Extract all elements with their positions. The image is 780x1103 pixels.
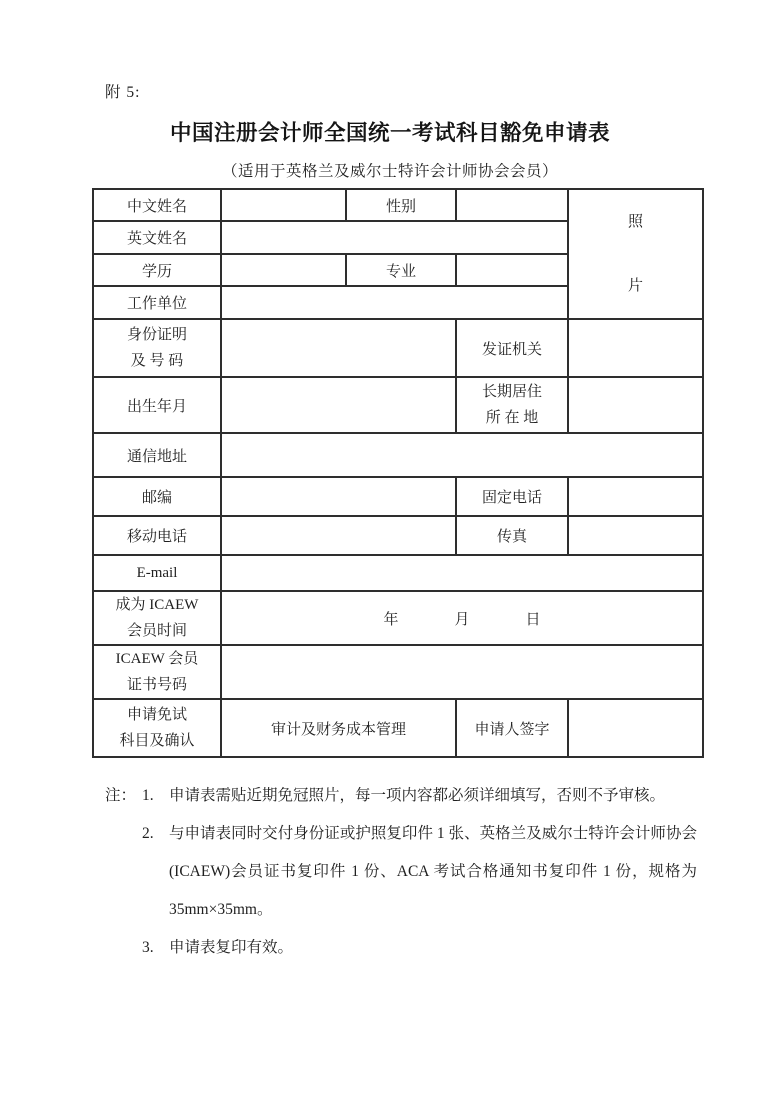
field-label-residence bbox=[456, 377, 568, 433]
field-label-exemption-line1: 申请免试 bbox=[126, 707, 187, 723]
note-item-3 bbox=[142, 929, 697, 967]
notes-section bbox=[105, 777, 697, 967]
note-2-text: 与申请表同时交付身份证或护照复印件 1 张、英格兰及威尔士特许会计师协会(ICAEW)会员证书复印件 1 份、ACA 考试合格通知书复印件 1 份，规格为 35mm×35mm。 bbox=[169, 825, 697, 918]
field-label-issuing-authority: 发证机关 bbox=[456, 319, 568, 377]
note-1-text: 申请表需贴近期免冠照片，每一项内容都必须详细填写，否则不予审核。 bbox=[169, 787, 666, 804]
field-label-residence-line1: 长期居住 bbox=[481, 384, 542, 400]
field-label-icaew-certificate-line2: 证书号码 bbox=[126, 677, 187, 693]
input-cell-fax bbox=[568, 516, 703, 555]
input-cell-employer bbox=[221, 286, 568, 319]
input-cell-gender bbox=[456, 189, 568, 221]
field-label-exemption bbox=[93, 699, 221, 757]
input-cell-issuing-authority bbox=[568, 319, 703, 377]
note-3-number: 3. bbox=[142, 939, 154, 956]
input-cell-member-since-date bbox=[221, 591, 703, 645]
field-label-employer: 工作单位 bbox=[93, 286, 221, 319]
field-label-exemption-line2: 科目及确认 bbox=[119, 733, 195, 749]
field-label-birth-date: 出生年月 bbox=[93, 377, 221, 433]
page-title: 中国注册会计师全国统一考试科目豁免申请表 bbox=[169, 121, 610, 145]
field-label-applicant-signature: 申请人签字 bbox=[456, 699, 568, 757]
input-cell-chinese-name bbox=[221, 189, 346, 221]
input-cell-birth-date bbox=[221, 377, 456, 433]
input-cell-mobile-phone bbox=[221, 516, 456, 555]
note-3-text: 申请表复印有效。 bbox=[169, 939, 294, 956]
photo-box bbox=[568, 189, 703, 319]
page-subtitle: （适用于英格兰及威尔士特许会计师协会会员） bbox=[221, 163, 558, 180]
attachment-label: 附 5: bbox=[105, 84, 141, 101]
field-label-mailing-address: 通信地址 bbox=[93, 433, 221, 477]
field-label-major: 专业 bbox=[346, 254, 456, 286]
application-form-table bbox=[92, 188, 704, 758]
field-label-education: 学历 bbox=[93, 254, 221, 286]
input-cell-mailing-address bbox=[221, 433, 703, 477]
field-label-postal-code: 邮编 bbox=[93, 477, 221, 516]
input-cell-postal-code bbox=[221, 477, 456, 516]
input-cell-english-name bbox=[221, 221, 568, 254]
field-label-icaew-certificate-line1: ICAEW 会员 bbox=[115, 651, 199, 667]
exemption-subject-cell: 审计及财务成本管理 bbox=[221, 699, 456, 757]
field-label-email: E-mail bbox=[93, 555, 221, 591]
note-2-number: 2. bbox=[142, 825, 154, 842]
photo-label-line1: 照 bbox=[627, 214, 643, 230]
field-label-id-type-line2: 及 号 码 bbox=[130, 353, 184, 369]
input-cell-id-number bbox=[221, 319, 456, 377]
input-cell-major bbox=[456, 254, 568, 286]
input-cell-education bbox=[221, 254, 346, 286]
day-label: 日 bbox=[525, 611, 541, 628]
photo-label-line2: 片 bbox=[627, 278, 643, 294]
field-label-fax: 传真 bbox=[456, 516, 568, 555]
note-1-number: 1. bbox=[142, 787, 154, 804]
notes-prefix: 注： bbox=[105, 787, 137, 804]
field-label-chinese-name: 中文姓名 bbox=[93, 189, 221, 221]
field-label-english-name: 英文姓名 bbox=[93, 221, 221, 254]
field-label-icaew-member-since-line2: 会员时间 bbox=[126, 623, 187, 639]
field-label-icaew-certificate bbox=[93, 645, 221, 699]
input-cell-icaew-certificate-number bbox=[221, 645, 703, 699]
month-label: 月 bbox=[454, 611, 470, 628]
field-label-residence-line2: 所 在 地 bbox=[485, 410, 539, 426]
field-label-icaew-member-since-line1: 成为 ICAEW bbox=[115, 597, 199, 613]
input-cell-landline-phone bbox=[568, 477, 703, 516]
field-label-id-type-line1: 身份证明 bbox=[126, 327, 187, 343]
note-item-1 bbox=[105, 777, 697, 815]
field-label-mobile-phone: 移动电话 bbox=[93, 516, 221, 555]
input-cell-residence bbox=[568, 377, 703, 433]
input-cell-email bbox=[221, 555, 703, 591]
input-cell-applicant-signature bbox=[568, 699, 703, 757]
field-label-icaew-member-since bbox=[93, 591, 221, 645]
year-label: 年 bbox=[383, 611, 399, 628]
field-label-gender: 性别 bbox=[346, 189, 456, 221]
field-label-landline-phone: 固定电话 bbox=[456, 477, 568, 516]
field-label-id-type bbox=[93, 319, 221, 377]
note-item-2 bbox=[142, 815, 697, 929]
